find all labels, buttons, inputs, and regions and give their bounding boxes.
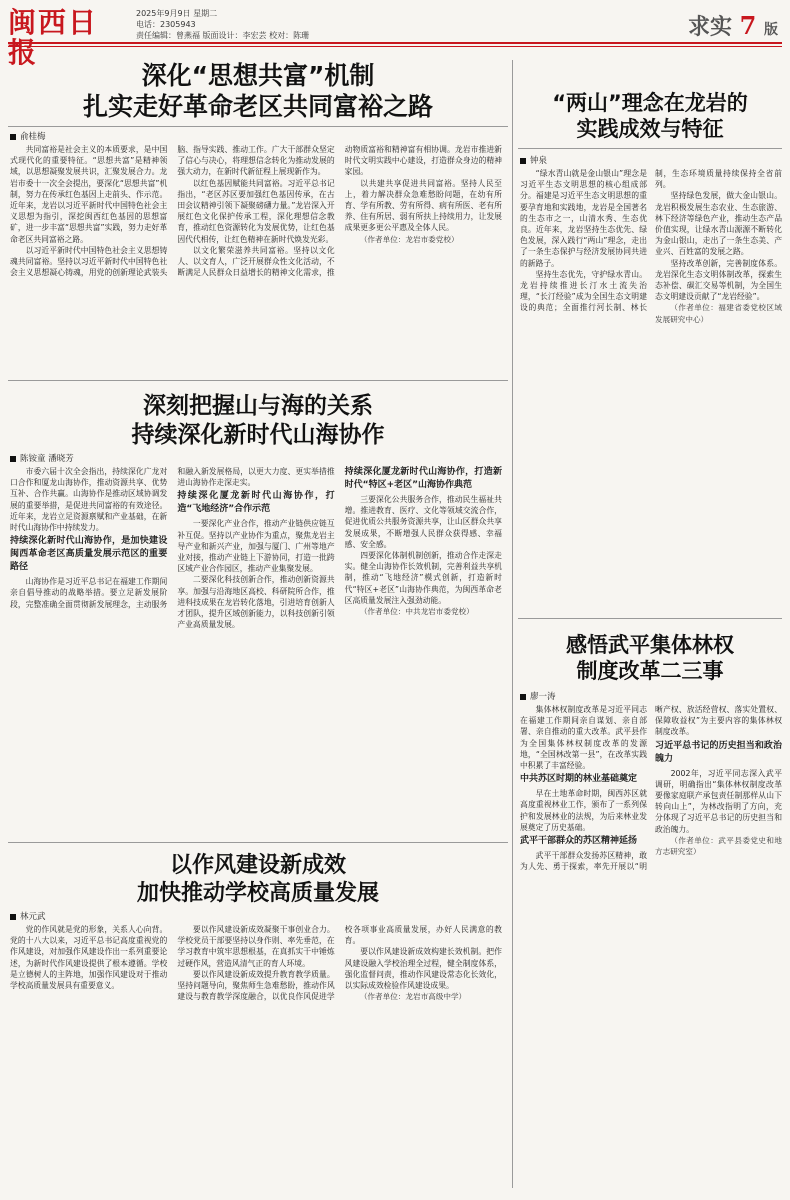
article-title-a1: [8, 60, 508, 123]
paragraph: 二要深化科技创新合作，推动创新资源共享。加强与沿海地区高校、科研院所合作，推进科技成果在龙岩转化落地，引进培育创新人才团队，提升区域创新能力，以科技创新引领产业高质量发展。: [177, 575, 335, 630]
paragraph: 坚持生态优先，守护绿水青山。龙岩持续推进长汀水土流失治理，“长汀经验”成为全国生态文明建设的典范；全面推行河长制、林长制，生态环境质量持续保持全省前列。: [520, 169, 782, 313]
page-number: 7: [739, 11, 757, 40]
paragraph: “绿水青山就是金山银山”理念是习近平生态文明思想的核心组成部分。福建是习近平生态文明思想的重要孕育地和实践地，龙岩是全国著名的生态市之一，山清水秀、生态优良。近年来，龙岩坚持生态优先、绿色发展，深入践行“两山”理念，走出了一条生态保护与经济发展协同共进的新路子。: [520, 169, 647, 268]
article-title-a4: [518, 90, 782, 143]
title-line: 制度改革二三事: [576, 659, 724, 684]
page-unit: 版: [764, 22, 778, 38]
paragraph: 以习近平新时代中国特色社会主义思想铸魂共同富裕。坚持以习近平新时代中国特色社会主义思想凝心铸魂，用党的创新理论武装头脑、指导实践、推动工作。广大干部群众坚定了信心与决心，将理想信念转化为推动发展的强大动力，在新时代新征程上展现新作为。: [10, 145, 335, 278]
paragraph: 市委六届十次全会指出，持续深化广龙对口合作和厦龙山海协作，推动资源共享、优势互补、合作共赢。山海协作是推动区域协调发展的重要举措，是促进共同富裕的有效途径。近年来，龙岩立足资源禀赋和产业基础，在新时代山海协作中持续发力。: [10, 467, 168, 533]
subheading: 持续深化厦龙新时代山海协作，打造“飞地经济”合作示范: [177, 491, 335, 515]
subheading: 中共苏区时期的林业基础奠定: [520, 774, 638, 785]
article-body-a2: [10, 466, 502, 838]
author-note: （作者单位：中共龙岩市委党校）: [359, 607, 474, 617]
author-note: （作者单位：龙岩市委党校）: [359, 234, 459, 244]
article-rule: [518, 618, 782, 619]
author-note: （作者单位：龙岩市高级中学）: [359, 992, 467, 1002]
article-body-a4: [520, 168, 782, 604]
paragraph: 2002年，习近平同志深入武平调研，明确指出“集体林权制度改革要像家庭联产承包责任制那样从山下转向山上”，为林改指明了方向，充分体现了习近平总书记的历史担当和政治魄力。: [655, 768, 782, 834]
paragraph: 四要深化体制机制创新，推动合作走深走实。健全山海协作长效机制，完善利益共享机制，推动“飞地经济”模式创新，打造新时代“特区+老区”山海协作典范，为闽西革命老区高质量发展注入强劲动能。: [344, 551, 502, 605]
byline-a2: 陈铵童 潘晓芳: [10, 452, 74, 464]
issue-date: 2025年9月9日 星期二: [136, 9, 218, 18]
article-title-a3: [8, 852, 508, 907]
paragraph: 以红色基因赋能共同富裕。习近平总书记指出，“老区苏区要加强红色基因传承，在古田会议精神引领下凝聚磅礴力量。”龙岩深入开展红色文化保护传承工程，深化理想信念教育，推动红色资源转化为发展优势，让红色基因代代相传，让红色精神在新时代焕发光彩。: [177, 178, 335, 244]
article-rule: [8, 842, 508, 843]
article-title-a2: [8, 392, 508, 450]
subheading: 习近平总书记的历史担当和政治魄力: [655, 740, 782, 764]
title-line: 深化“思想共富”机制: [141, 61, 375, 90]
paragraph: 要以作风建设新成效构建长效机制。把作风建设融入学校治理全过程，健全制度体系，强化监督问责，推动作风建设常态化长效化，以实际成效检验作风建设成果。: [344, 947, 502, 991]
paragraph: 三要深化公共服务合作，推动民生福祉共增。推进教育、医疗、文化等领域交流合作，促进优质公共服务资源共享，让山区群众共享发展成果，不断增强人民群众获得感、幸福感、安全感。: [344, 495, 502, 549]
newspaper-logo: 闽西日报: [8, 6, 99, 69]
paragraph: 要以作风建设新成效凝聚干事创业合力。学校党员干部要坚持以身作则、率先垂范，在学习教育中筑牢思想根基，在真抓实干中锤炼过硬作风，营造风清气正的育人环境。: [177, 925, 335, 968]
paragraph: 一要深化产业合作，推动产业链供应链互补互促。坚持以产业协作为重点，聚焦龙岩主导产业和新兴产业，加强与厦门、广州等地产业对接，推动产业链上下游协同，打造一批跨区域产业合作园区，推动产业集聚发展。: [177, 519, 335, 574]
masthead-meta: [136, 8, 309, 41]
byline-a1: 俞桂梅: [10, 130, 46, 142]
paragraph: 以共建共享促进共同富裕。坚持人民至上，着力解决群众急难愁盼问题，在幼有所育、学有所教、劳有所得、病有所医、老有所养、住有所居、弱有所扶上持续用力，让发展成果更多更公平惠及全体人民。: [344, 178, 502, 233]
byline-a5: 廖一涛: [520, 690, 556, 702]
title-line: “两山”理念在龙岩的: [552, 91, 748, 115]
header-rule: [8, 42, 782, 44]
author-note: （作者单位：福建省委党校区域发展研究中心）: [655, 303, 782, 324]
title-line: 持续深化新时代山海协作: [131, 421, 385, 448]
title-rule: [8, 126, 508, 127]
title-line: 实践成效与特征: [576, 117, 724, 142]
paragraph: 山海协作是习近平总书记在福建工作期间亲自倡导推动的战略举措。要立足新发展阶段，完整准确全面贯彻新发展理念，主动服务和融入新发展格局，以更大力度、更实举措推进山海协作走深走实。: [10, 467, 335, 609]
title-line: 扎实走好革命老区共同富裕之路: [82, 92, 433, 122]
subheading: 持续深化厦龙新时代山海协作，打造新时代“特区+老区”山海协作典范: [344, 467, 502, 490]
byline-a4: 钟泉: [520, 154, 547, 166]
article-body-a5: [520, 704, 782, 1188]
title-line: 以作风建设新成效: [169, 853, 346, 878]
article-rule: [8, 380, 508, 381]
paragraph: 早在土地革命时期，闽西苏区就高度重视林业工作，颁布了一系列保护和发展林业的法规，为后来林业发展奠定了历史基础。: [520, 789, 647, 832]
phone: 电话：2305943: [136, 20, 196, 29]
title-line: 感悟武平集体林权: [566, 633, 734, 657]
paragraph: 要以作风建设新成效提升教育教学质量。坚持问题导向，聚焦师生急难愁盼，推动作风建设与教育教学深度融合，以优良作风促进学校各项事业高质量发展，办好人民满意的教育。: [177, 925, 502, 1002]
column-divider: [512, 60, 513, 1188]
subheading: 持续深化新时代山海协作，是加快建设闽西革命老区高质量发展示范区的重要路径: [10, 536, 168, 573]
paragraph: 坚持改革创新，完善制度体系。龙岩深化生态文明体制改革，探索生态补偿、碳汇交易等机制，为全国生态文明建设贡献了“龙岩经验”。: [655, 258, 782, 302]
subheading: 武平干部群众的苏区精神延扬: [520, 836, 638, 847]
paragraph: 共同富裕是社会主义的本质要求，是中国式现代化的重要特征。“思想共富”是精神领域，以思想凝聚发展共识，汇聚发展合力。龙岩市委十一次全会提出，要深化“思想共富”机制，努力在传承红色基因上走前头、作示范。近年来，龙岩以习近平新时代中国特色社会主义思想为指引，深挖闽西红色基因的思想富矿，进一步丰富“思想共富”实践，努力走好革命老区共同富裕之路。: [10, 145, 168, 244]
article-body-a3: [10, 924, 502, 1188]
section-label: [688, 10, 778, 41]
author-note: （作者单位：武平县委党史和地方志研究室）: [655, 835, 782, 857]
article-title-a5: [518, 632, 782, 685]
byline-a3: 林元武: [10, 910, 46, 922]
paragraph: 集体林权制度改革是习近平同志在福建工作期间亲自谋划、亲自部署、亲自推动的重大改革。武平县作为全国集体林权制度改革的发源地，“全国林改第一县”，在改革实践中积累了丰富经验。: [520, 705, 647, 771]
header-rule-thin: [8, 46, 782, 47]
title-line: 加快推动学校高质量发展: [136, 880, 379, 906]
title-line: 深刻把握山与海的关系: [143, 393, 373, 419]
editors: 责任编辑：曾燕福 版面设计：李宏芸 校对：陈珊: [136, 31, 310, 40]
paragraph: 以文化繁荣滋养共同富裕。坚持以文化人、以文育人，广泛开展群众性文化活动，不断满足人民群众日益增长的精神文化需求，推动物质富裕和精神富有相协调。龙岩市推进新时代文明实践中心建设，打造群众身边的精神家园。: [177, 145, 502, 278]
title-rule: [518, 148, 782, 149]
section-name: 求实: [687, 14, 732, 40]
paragraph: 坚持绿色发展，做大金山银山。龙岩积极发展生态农业、生态旅游、林下经济等绿色产业，推动生态产品价值实现，让绿水青山源源不断转化为金山银山，走出了一条生态美、产业兴、百姓富的发展之路。: [655, 191, 782, 257]
paragraph: 武平干部群众发扬苏区精神，敢为人先、勇于探索，率先开展以“明晰产权、放活经营权、落实处置权、保障收益权”为主要内容的集体林权制度改革。: [520, 705, 782, 872]
article-body-a1: [10, 144, 502, 374]
paragraph: 党的作风就是党的形象，关系人心向背。党的十八大以来，习近平总书记高度重视党的作风建设，对加强作风建设作出一系列重要论述，为新时代作风建设提供了根本遵循。学校是立德树人的主阵地，加强作风建设对于推动学校高质量发展具有重要意义。: [10, 925, 168, 991]
